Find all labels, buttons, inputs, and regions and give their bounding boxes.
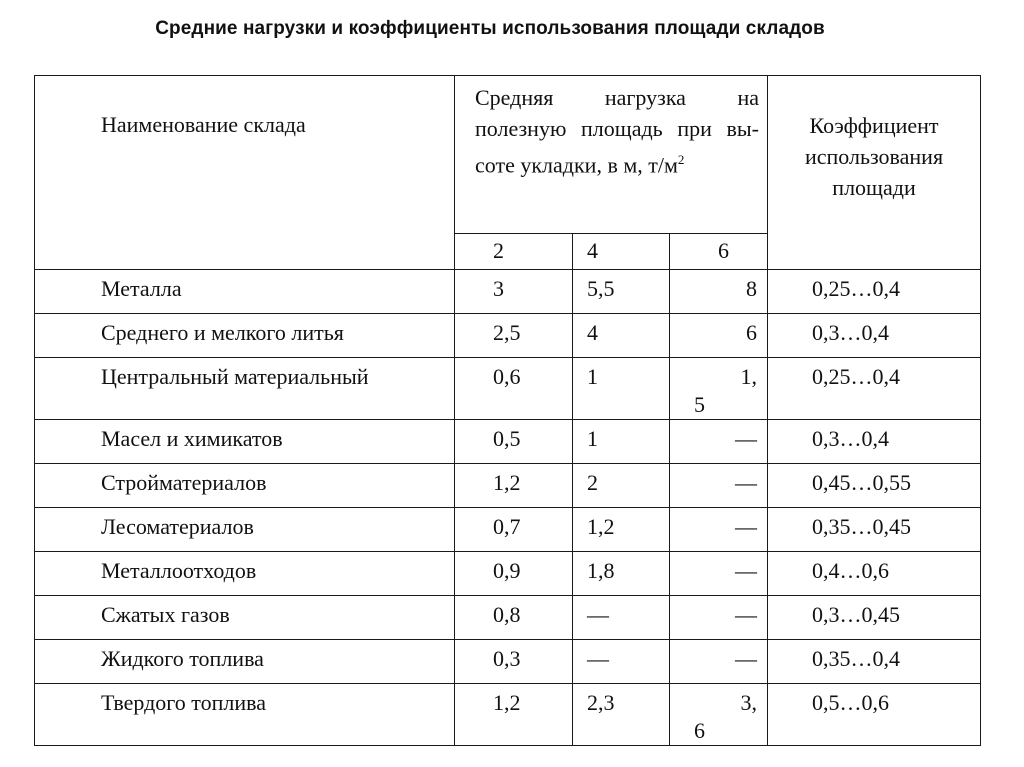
cell-coefficient: 0,3…0,4 xyxy=(768,314,981,358)
table-row xyxy=(35,314,981,358)
cell-load-h6-value: — xyxy=(735,602,758,627)
cell-load-h6 xyxy=(670,508,768,552)
cell-load-h6-value: 8 xyxy=(746,276,758,301)
cell-warehouse-name: Среднего и мелкого литья xyxy=(35,314,455,358)
cell-load-h4: 4 xyxy=(573,314,670,358)
cell-load-h6-value: 3, xyxy=(740,690,758,715)
cell-warehouse-name: Металла xyxy=(35,270,455,314)
header-coef-line3: площади xyxy=(832,175,916,200)
cell-load-h6-value: 1, xyxy=(740,364,758,389)
cell-load-h4: 5,5 xyxy=(573,270,670,314)
cell-coefficient: 0,25…0,4 xyxy=(768,270,981,314)
cell-coefficient: 0,3…0,4 xyxy=(768,420,981,464)
cell-load-h6 xyxy=(670,552,768,596)
cell-load-h4: 1,2 xyxy=(573,508,670,552)
cell-coefficient: 0,45…0,55 xyxy=(768,464,981,508)
cell-load-h6 xyxy=(670,358,768,420)
table-row xyxy=(35,420,981,464)
cell-load-h6-wrap: 6 xyxy=(694,718,705,743)
cell-load-h6-wrap: 5 xyxy=(694,392,705,417)
table-row xyxy=(35,640,981,684)
table-row xyxy=(35,464,981,508)
cell-load-h4: — xyxy=(573,596,670,640)
cell-load-h4: 1 xyxy=(573,420,670,464)
cell-warehouse-name: Стройматериалов xyxy=(35,464,455,508)
cell-coefficient: 0,3…0,45 xyxy=(768,596,981,640)
cell-load-h4: 1,8 xyxy=(573,552,670,596)
cell-load-h2: 0,8 xyxy=(455,596,573,640)
header-name: Наименование склада xyxy=(35,76,455,270)
header-load-line3-text: соте укладки, в м, т/м xyxy=(475,152,678,178)
header-row xyxy=(35,76,981,234)
table-row xyxy=(35,552,981,596)
cell-coefficient: 0,35…0,45 xyxy=(768,508,981,552)
subheader-height-2: 2 xyxy=(455,234,573,270)
cell-warehouse-name: Твердого топлива xyxy=(35,684,455,746)
cell-load-h6 xyxy=(670,640,768,684)
table-row xyxy=(35,684,981,746)
cell-load-h6-value: 6 xyxy=(746,320,758,345)
table-row xyxy=(35,596,981,640)
warehouse-table xyxy=(34,75,981,746)
header-load-line1: Средняя нагрузка на xyxy=(475,85,760,110)
table-row xyxy=(35,508,981,552)
header-load-line2: полезную площадь при вы- xyxy=(475,116,760,141)
cell-load-h2: 0,5 xyxy=(455,420,573,464)
header-coef-line1: Коэффициент xyxy=(809,113,939,138)
cell-load-h4: 2,3 xyxy=(573,684,670,746)
header-load-line3 xyxy=(475,144,759,180)
header-load xyxy=(455,76,768,234)
cell-load-h6 xyxy=(670,684,768,746)
table-row xyxy=(35,358,981,420)
cell-load-h2: 1,2 xyxy=(455,464,573,508)
cell-load-h4: 2 xyxy=(573,464,670,508)
cell-load-h6-value: — xyxy=(735,514,758,539)
cell-load-h2: 3 xyxy=(455,270,573,314)
cell-coefficient: 0,5…0,6 xyxy=(768,684,981,746)
cell-load-h6 xyxy=(670,314,768,358)
cell-load-h6-value: — xyxy=(735,426,758,451)
cell-load-h2: 0,3 xyxy=(455,640,573,684)
cell-load-h2: 1,2 xyxy=(455,684,573,746)
cell-coefficient: 0,4…0,6 xyxy=(768,552,981,596)
cell-load-h2: 0,6 xyxy=(455,358,573,420)
cell-load-h4: — xyxy=(573,640,670,684)
cell-warehouse-name: Жидкого топлива xyxy=(35,640,455,684)
page-title: Средние нагрузки и коэффициенты использования площади складов xyxy=(155,18,825,39)
cell-warehouse-name: Лесоматериалов xyxy=(35,508,455,552)
subheader-height-4: 4 xyxy=(573,234,670,270)
cell-coefficient: 0,35…0,4 xyxy=(768,640,981,684)
cell-load-h6 xyxy=(670,596,768,640)
cell-load-h2: 0,9 xyxy=(455,552,573,596)
cell-load-h6 xyxy=(670,420,768,464)
cell-load-h2: 0,7 xyxy=(455,508,573,552)
cell-coefficient: 0,25…0,4 xyxy=(768,358,981,420)
cell-load-h6 xyxy=(670,464,768,508)
header-load-unit-superscript: 2 xyxy=(677,152,685,167)
cell-warehouse-name: Центральный материальный xyxy=(35,358,455,420)
cell-load-h4: 1 xyxy=(573,358,670,420)
cell-warehouse-name: Масел и химикатов xyxy=(35,420,455,464)
cell-load-h6-value: — xyxy=(735,646,758,671)
table-row xyxy=(35,270,981,314)
cell-load-h2: 2,5 xyxy=(455,314,573,358)
cell-load-h6 xyxy=(670,270,768,314)
subheader-height-6: 6 xyxy=(670,234,768,270)
header-coef-line2: использования xyxy=(804,144,944,169)
cell-warehouse-name: Металлоотходов xyxy=(35,552,455,596)
cell-warehouse-name: Сжатых газов xyxy=(35,596,455,640)
cell-load-h6-value: — xyxy=(735,470,758,495)
cell-load-h6-value: — xyxy=(735,558,758,583)
header-coefficient xyxy=(768,76,981,270)
